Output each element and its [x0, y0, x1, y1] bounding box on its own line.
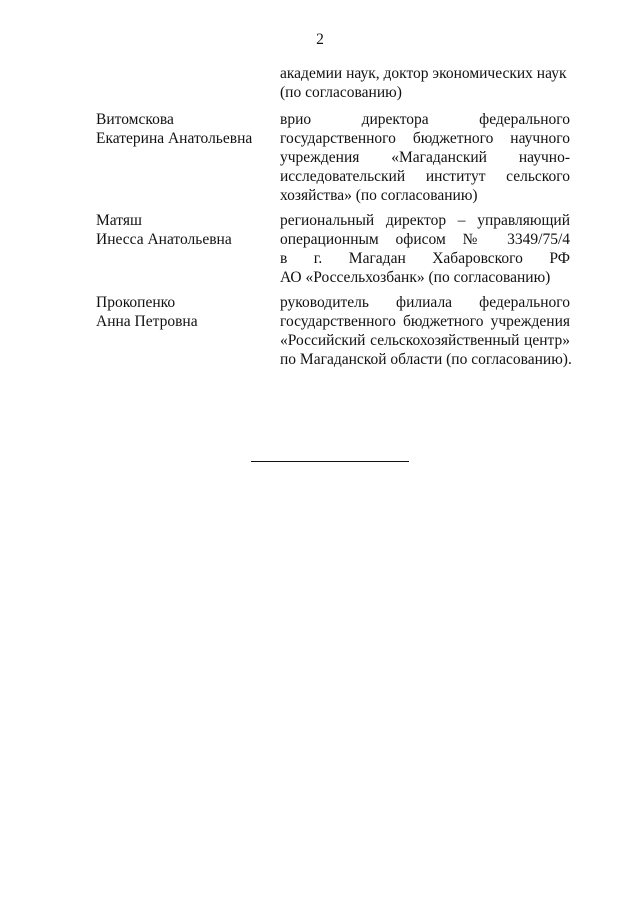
member-name — [96, 211, 276, 249]
position-line: учреждения «Магаданский научно- — [280, 149, 570, 166]
position-line: исследовательский институт сельского — [280, 168, 570, 185]
position-line: руководитель филиала федерального — [280, 294, 570, 311]
position-line: АО «Россельхозбанк» (по согласованию) — [280, 269, 551, 286]
member-name — [96, 110, 276, 148]
position-line: государственного бюджетного учреждения — [280, 313, 570, 330]
member-given-names: Инесса Анатольевна — [96, 231, 232, 248]
position-line: врио директора федерального — [280, 111, 570, 128]
position-line: региональный директор – управляющий — [280, 212, 570, 229]
member-name — [96, 293, 276, 331]
page-number: 2 — [316, 31, 324, 48]
position-line: государственного бюджетного научного — [280, 130, 570, 147]
position-line: хозяйства» (по согласованию) — [280, 187, 478, 204]
continuation-position-text — [280, 64, 570, 102]
member-position — [280, 110, 570, 205]
member-position — [280, 293, 570, 369]
member-surname: Прокопенко — [96, 294, 176, 311]
end-of-list-rule — [251, 461, 409, 462]
position-line: по Магаданской области (по согласованию). — [280, 351, 572, 368]
member-surname: Матяш — [96, 212, 142, 229]
position-line: операционным офисом № 3349/75/4 — [280, 231, 570, 248]
member-given-names: Екатерина Анатольевна — [96, 130, 253, 147]
member-given-names: Анна Петровна — [96, 313, 198, 330]
position-line: «Российский сельскохозяйственный центр» — [280, 332, 570, 349]
position-line: в г. Магадан Хабаровского РФ — [280, 250, 570, 267]
position-line: академии наук, доктор экономических наук — [280, 65, 567, 82]
position-line: (по согласованию) — [280, 84, 402, 101]
member-surname: Витомскова — [96, 111, 174, 128]
member-position — [280, 211, 570, 287]
